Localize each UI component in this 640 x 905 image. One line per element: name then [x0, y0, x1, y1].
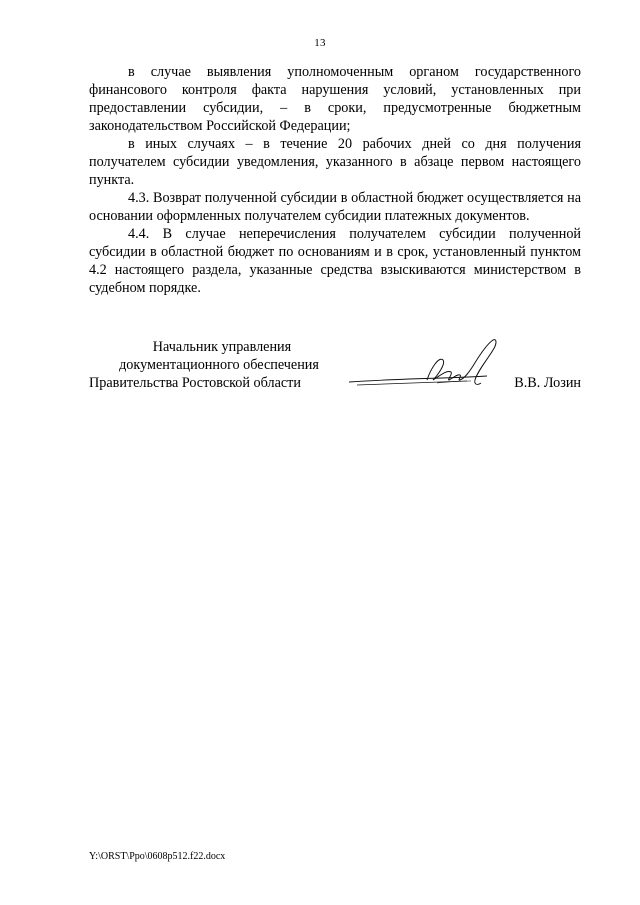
paragraph-4-4: 4.4. В случае неперечисления получателем субсидии полученной субсидии в областной бюджет по основаниям и в срок, установленный пунктом 4.2 настоящего раздела, указанные средства взыскиваются министерством в судебном порядке.: [89, 226, 581, 296]
signatory-title: [89, 338, 349, 392]
paragraph-other-cases: в иных случаях – в течение 20 рабочих дней со дня получения получателем субсидии уведомления, указанного в абзаце первом настоящего пункта.: [89, 136, 581, 188]
paragraph-4-3: 4.3. Возврат полученной субсидии в областной бюджет осуществляется на основании оформленных получателем субсидии платежных документов.: [89, 190, 581, 224]
document-body: [89, 63, 581, 297]
signatory-name: В.В. Лозин: [514, 375, 581, 391]
signatory-title-line: Правительства Ростовской области: [89, 375, 301, 391]
footer-file-path: Y:\ORST\Ppo\0608p512.f22.docx: [89, 851, 226, 862]
paragraph-violation-case: в случае выявления уполномоченным органом государственного финансового контроля факта нарушения условий, установленных при предоставлении субсидии, – в сроки, предусмотренные бюджетным законодательством Российской Федерации;: [89, 64, 581, 134]
handwritten-signature: [347, 330, 507, 400]
page-number: 13: [314, 37, 326, 49]
signatory-title-line: Начальник управления: [152, 339, 292, 355]
signature-block: [89, 338, 581, 418]
signatory-title-line: документационного обеспечения: [119, 357, 319, 373]
